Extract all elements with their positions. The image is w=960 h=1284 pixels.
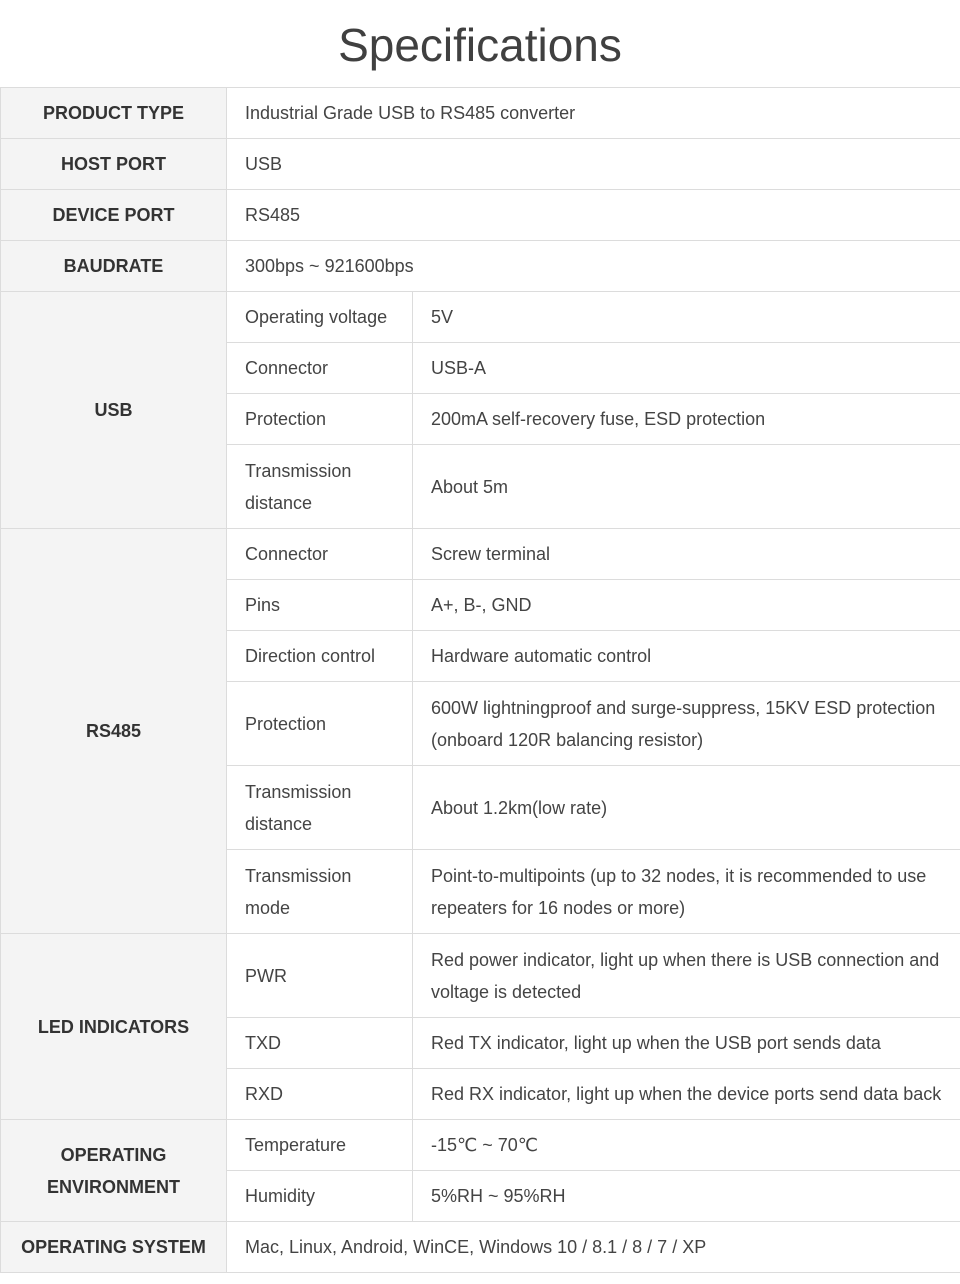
row-value-host-port: USB xyxy=(227,139,960,190)
rs485-param-name: Connector xyxy=(227,529,413,580)
row-label-operating-system: OPERATING SYSTEM xyxy=(1,1222,227,1273)
rs485-param-value: Point-to-multipoints (up to 32 nodes, it is recommended to use repeaters for 16 nodes or more) xyxy=(413,850,960,934)
rs485-param-name: Protection xyxy=(227,682,413,766)
row-label-device-port: DEVICE PORT xyxy=(1,190,227,241)
led-param-value: Red TX indicator, light up when the USB port sends data xyxy=(413,1018,960,1069)
rs485-param-value: Hardware automatic control xyxy=(413,631,960,682)
rs485-param-value: About 1.2km(low rate) xyxy=(413,766,960,850)
row-value-operating-system: Mac, Linux, Android, WinCE, Windows 10 / 8.1 / 8 / 7 / XP xyxy=(227,1222,960,1273)
group-label-led-indicators: LED INDICATORS xyxy=(1,934,227,1120)
led-param-value: Red power indicator, light up when there is USB connection and voltage is detected xyxy=(413,934,960,1018)
led-param-value: Red RX indicator, light up when the device ports send data back xyxy=(413,1069,960,1120)
table-row xyxy=(1,934,960,1018)
specifications-table xyxy=(0,87,960,1273)
table-row xyxy=(1,139,960,190)
usb-param-value: USB-A xyxy=(413,343,960,394)
table-row xyxy=(1,1120,960,1171)
usb-param-name: Protection xyxy=(227,394,413,445)
led-param-name: RXD xyxy=(227,1069,413,1120)
group-label-rs485: RS485 xyxy=(1,529,227,934)
rs485-param-value: 600W lightningproof and surge-suppress, 15KV ESD protection (onboard 120R balancing resistor) xyxy=(413,682,960,766)
rs485-param-name: Pins xyxy=(227,580,413,631)
row-label-baudrate: BAUDRATE xyxy=(1,241,227,292)
table-row xyxy=(1,292,960,343)
page-title: Specifications xyxy=(338,19,622,71)
environment-param-name: Humidity xyxy=(227,1171,413,1222)
row-label-product-type: PRODUCT TYPE xyxy=(1,88,227,139)
usb-param-name: Transmission distance xyxy=(227,445,413,529)
row-value-baudrate: 300bps ~ 921600bps xyxy=(227,241,960,292)
row-label-host-port: HOST PORT xyxy=(1,139,227,190)
table-row xyxy=(1,529,960,580)
row-value-device-port: RS485 xyxy=(227,190,960,241)
led-param-name: PWR xyxy=(227,934,413,1018)
usb-param-value: About 5m xyxy=(413,445,960,529)
environment-param-value: 5%RH ~ 95%RH xyxy=(413,1171,960,1222)
rs485-param-value: A+, B-, GND xyxy=(413,580,960,631)
group-label-usb: USB xyxy=(1,292,227,529)
usb-param-name: Connector xyxy=(227,343,413,394)
usb-param-name: Operating voltage xyxy=(227,292,413,343)
table-row xyxy=(1,241,960,292)
rs485-param-name: Transmission distance xyxy=(227,766,413,850)
rs485-param-name: Direction control xyxy=(227,631,413,682)
rs485-param-value: Screw terminal xyxy=(413,529,960,580)
usb-param-value: 5V xyxy=(413,292,960,343)
environment-param-value: -15℃ ~ 70℃ xyxy=(413,1120,960,1171)
table-row xyxy=(1,190,960,241)
table-row xyxy=(1,1222,960,1273)
environment-param-name: Temperature xyxy=(227,1120,413,1171)
usb-param-value: 200mA self-recovery fuse, ESD protection xyxy=(413,394,960,445)
table-row xyxy=(1,88,960,139)
row-value-product-type: Industrial Grade USB to RS485 converter xyxy=(227,88,960,139)
rs485-param-name: Transmission mode xyxy=(227,850,413,934)
group-label-operating-environment: OPERATING ENVIRONMENT xyxy=(1,1120,227,1222)
led-param-name: TXD xyxy=(227,1018,413,1069)
